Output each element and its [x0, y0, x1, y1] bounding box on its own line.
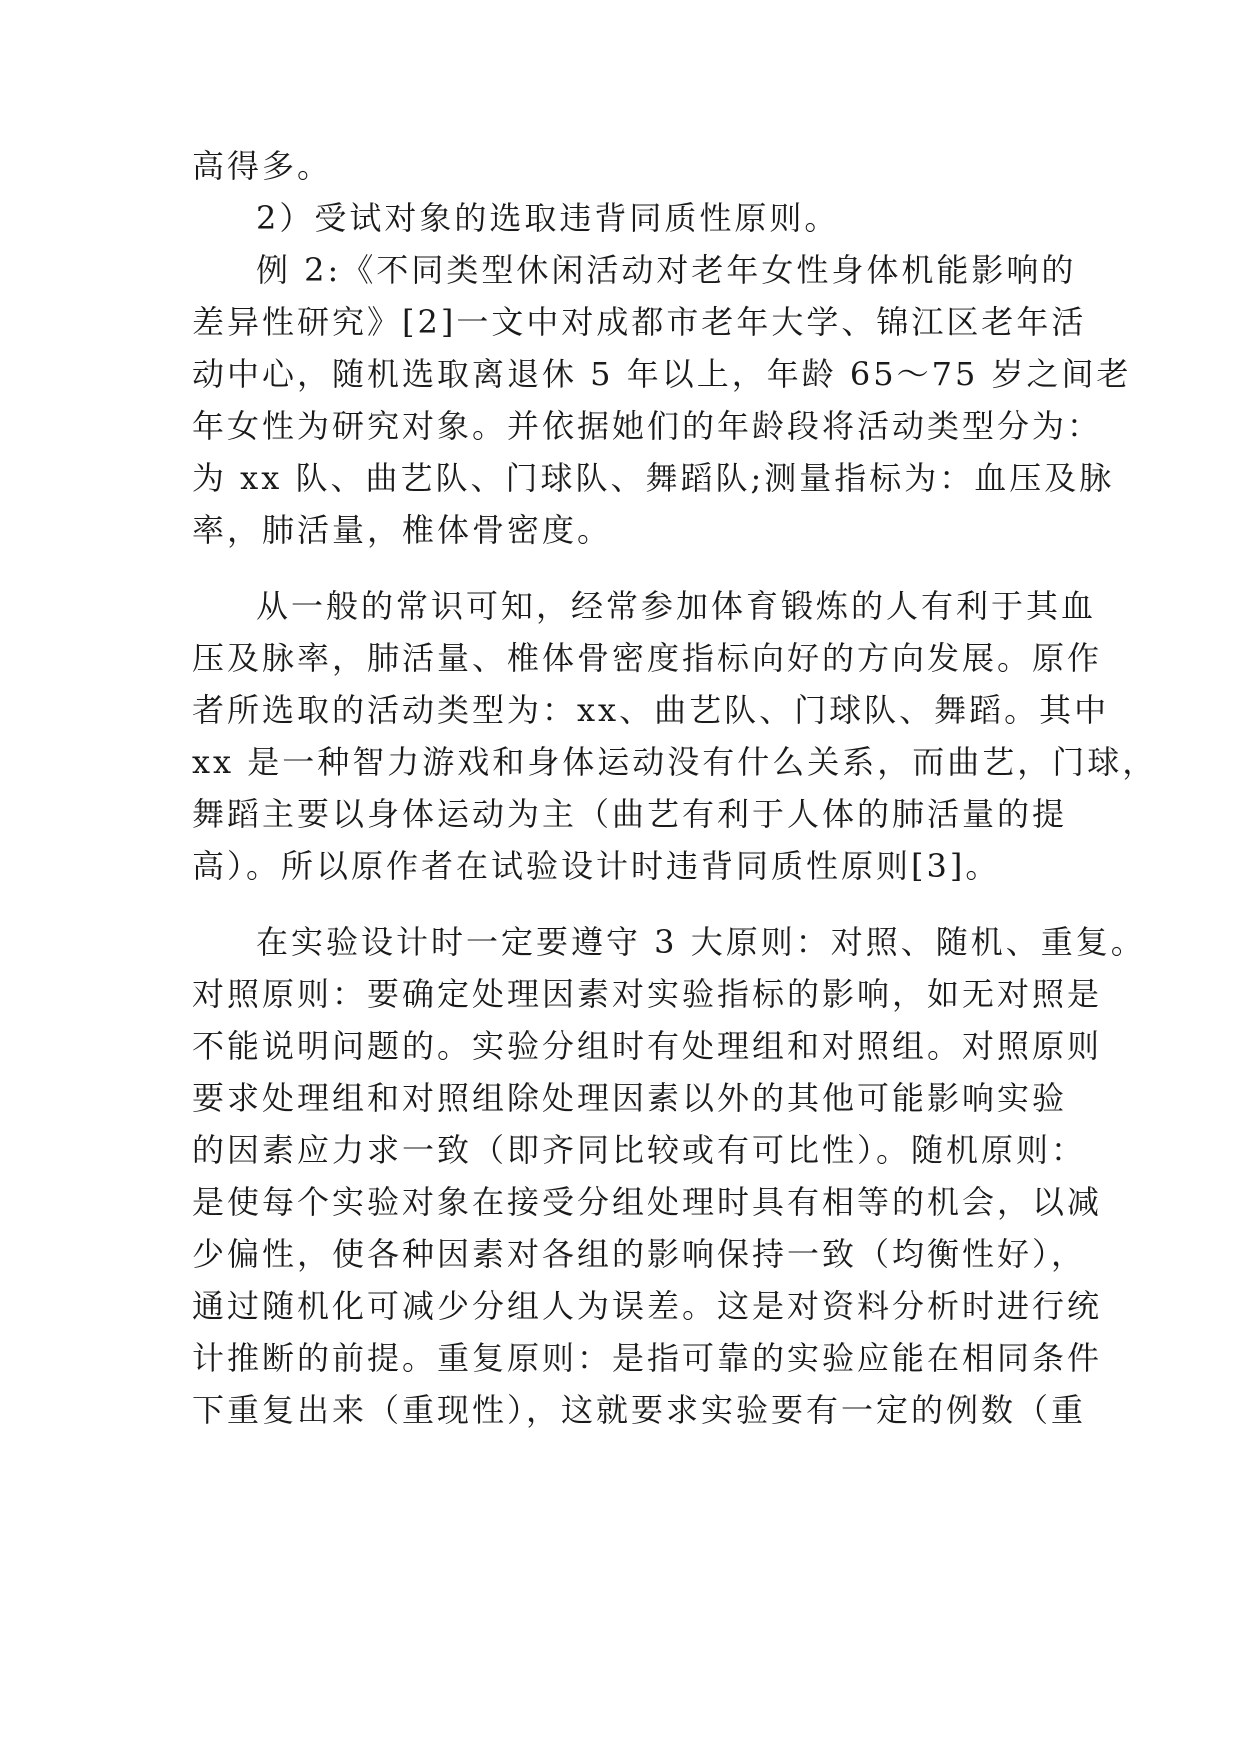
text-line-5: 动中心，随机选取离退休 5 年以上，年龄 65～75 岁之间老 — [192, 355, 1132, 393]
text-line-7: 为 xx 队、曲艺队、门球队、舞蹈队;测量指标为：血压及脉 — [192, 459, 1115, 497]
text-line-16: 对照原则：要确定处理因素对实验指标的影响，如无对照是 — [192, 975, 1103, 1013]
text-line-9: 从一般的常识可知，经常参加体育锻炼的人有利于其血 — [256, 587, 1097, 625]
text-line-11: 者所选取的活动类型为：xx、曲艺队、门球队、舞蹈。其中 — [192, 691, 1110, 729]
text-line-1: 高得多。 — [192, 147, 333, 185]
text-line-8: 率，肺活量，椎体骨密度。 — [192, 511, 613, 549]
text-line-6: 年女性为研究对象。并依据她们的年龄段将活动类型分为： — [192, 407, 1103, 445]
text-line-23: 计推断的前提。重复原则：是指可靠的实验应能在相同条件 — [192, 1339, 1103, 1377]
text-line-14: 高）。所以原作者在试验设计时违背同质性原则[3]。 — [192, 847, 1001, 885]
text-line-17: 不能说明问题的。实验分组时有处理组和对照组。对照原则 — [192, 1027, 1103, 1065]
text-line-22: 通过随机化可减少分组人为误差。这是对资料分析时进行统 — [192, 1287, 1103, 1325]
text-line-2: 2）受试对象的选取违背同质性原则。 — [256, 199, 840, 237]
text-line-20: 是使每个实验对象在接受分组处理时具有相等的机会，以减 — [192, 1183, 1103, 1221]
text-line-12: xx 是一种智力游戏和身体运动没有什么关系，而曲艺，门球， — [192, 743, 1158, 781]
text-line-10: 压及脉率，肺活量、椎体骨密度指标向好的方向发展。原作 — [192, 639, 1103, 677]
text-line-21: 少偏性，使各种因素对各组的影响保持一致（均衡性好）， — [192, 1235, 1087, 1273]
text-line-24: 下重复出来（重现性），这就要求实验要有一定的例数（重 — [192, 1391, 1087, 1429]
text-line-3: 例 2:《不同类型休闲活动对老年女性身体机能影响的 — [256, 251, 1077, 289]
text-line-19: 的因素应力求一致（即齐同比较或有可比性）。随机原则： — [192, 1131, 1087, 1169]
text-line-13: 舞蹈主要以身体运动为主（曲艺有利于人体的肺活量的提 — [192, 795, 1068, 833]
text-line-4: 差异性研究》[2]一文中对成都市老年大学、锦江区老年活 — [192, 303, 1087, 341]
text-line-18: 要求处理组和对照组除处理因素以外的其他可能影响实验 — [192, 1079, 1068, 1117]
text-line-15: 在实验设计时一定要遵守 3 大原则：对照、随机、重复。 — [256, 923, 1146, 961]
